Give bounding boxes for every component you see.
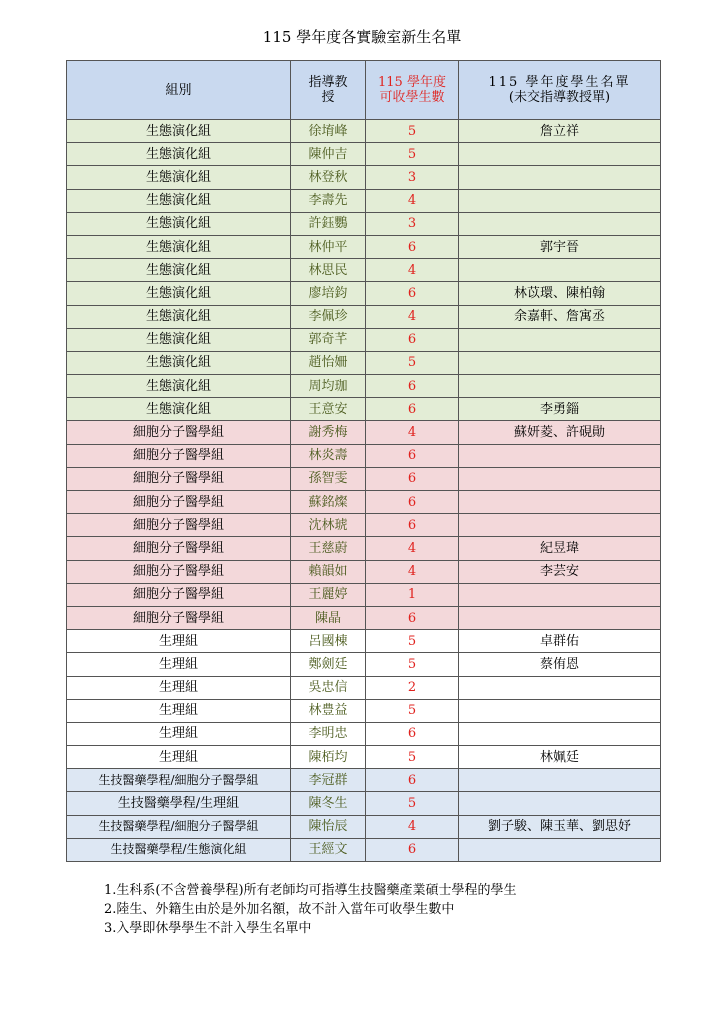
advisor-cell: 王慈蔚 (291, 537, 366, 560)
students-cell (459, 375, 661, 398)
group-cell: 生態演化組 (67, 282, 291, 305)
header-capacity (366, 61, 459, 120)
group-cell: 細胞分子醫學組 (67, 421, 291, 444)
advisor-cell: 李壽先 (291, 189, 366, 212)
advisor-cell: 趙怡姍 (291, 351, 366, 374)
group-cell: 細胞分子醫學組 (67, 491, 291, 514)
students-cell (459, 769, 661, 792)
group-cell: 生技醫藥學程/生理組 (67, 792, 291, 815)
group-cell: 細胞分子醫學組 (67, 514, 291, 537)
students-cell (459, 699, 661, 722)
advisor-cell: 林炎壽 (291, 444, 366, 467)
group-cell: 生態演化組 (67, 143, 291, 166)
advisor-cell: 賴韻如 (291, 560, 366, 583)
students-cell: 劉子駿、陳玉華、劉思妤 (459, 815, 661, 838)
capacity-cell: 5 (366, 699, 459, 722)
capacity-cell: 6 (366, 514, 459, 537)
capacity-cell: 4 (366, 189, 459, 212)
capacity-cell: 5 (366, 143, 459, 166)
capacity-cell: 4 (366, 259, 459, 282)
footnotes (104, 881, 517, 938)
students-cell: 詹立祥 (459, 120, 661, 143)
group-cell: 生態演化組 (67, 398, 291, 421)
capacity-cell: 4 (366, 305, 459, 328)
students-cell: 林姵廷 (459, 746, 661, 769)
footnote: 2.陸生、外籍生由於是外加名額，故不計入當年可收學生數中 (104, 902, 455, 917)
table-row (67, 491, 661, 514)
students-cell: 李勇錙 (459, 398, 661, 421)
header-advisor-text: 指導教授 (308, 75, 348, 105)
advisor-cell: 徐堉峰 (291, 120, 366, 143)
capacity-cell: 4 (366, 560, 459, 583)
students-cell (459, 514, 661, 537)
table-row (67, 583, 661, 606)
table-row (67, 630, 661, 653)
advisor-cell: 林思民 (291, 259, 366, 282)
students-cell: 蔡侑恩 (459, 653, 661, 676)
capacity-cell: 4 (366, 537, 459, 560)
students-cell (459, 676, 661, 699)
table-row (67, 120, 661, 143)
table-row (67, 676, 661, 699)
capacity-cell: 1 (366, 583, 459, 606)
group-cell: 生態演化組 (67, 235, 291, 258)
table-row (67, 606, 661, 629)
group-cell: 細胞分子醫學組 (67, 606, 291, 629)
group-cell: 生態演化組 (67, 212, 291, 235)
group-cell: 生態演化組 (67, 305, 291, 328)
students-cell: 余嘉軒、詹寓丞 (459, 305, 661, 328)
students-cell: 李芸安 (459, 560, 661, 583)
table-row (67, 722, 661, 745)
group-cell: 生態演化組 (67, 351, 291, 374)
table-header-row (67, 61, 661, 120)
table-row (67, 398, 661, 421)
capacity-cell: 6 (366, 375, 459, 398)
table-row (67, 235, 661, 258)
advisor-cell: 蘇銘燦 (291, 491, 366, 514)
capacity-cell: 5 (366, 653, 459, 676)
table-row (67, 328, 661, 351)
advisor-cell: 廖培鈞 (291, 282, 366, 305)
capacity-cell: 3 (366, 166, 459, 189)
advisor-cell: 林豊益 (291, 699, 366, 722)
advisor-cell: 孫智雯 (291, 467, 366, 490)
capacity-cell: 5 (366, 746, 459, 769)
table-row (67, 560, 661, 583)
students-cell (459, 606, 661, 629)
group-cell: 生技醫藥學程/生態演化組 (67, 838, 291, 861)
students-cell (459, 166, 661, 189)
header-group: 組別 (67, 61, 291, 120)
capacity-cell: 6 (366, 491, 459, 514)
group-cell: 生技醫藥學程/細胞分子醫學組 (67, 815, 291, 838)
capacity-cell: 6 (366, 467, 459, 490)
advisor-cell: 李冠群 (291, 769, 366, 792)
capacity-cell: 6 (366, 235, 459, 258)
footnote: 3.入學即休學學生不計入學生名單中 (104, 921, 312, 936)
group-cell: 細胞分子醫學組 (67, 537, 291, 560)
group-cell: 生理組 (67, 653, 291, 676)
capacity-cell: 5 (366, 630, 459, 653)
table-row (67, 305, 661, 328)
table-row (67, 212, 661, 235)
page-title: 115 學年度各實驗室新生名單 (262, 28, 462, 46)
group-cell: 生態演化組 (67, 375, 291, 398)
table-row (67, 769, 661, 792)
advisor-cell: 李明忠 (291, 722, 366, 745)
capacity-cell: 4 (366, 815, 459, 838)
group-cell: 細胞分子醫學組 (67, 444, 291, 467)
header-advisor (291, 61, 366, 120)
students-cell (459, 792, 661, 815)
table-row (67, 467, 661, 490)
table-row (67, 351, 661, 374)
advisor-cell: 鄭劍廷 (291, 653, 366, 676)
table-row (67, 699, 661, 722)
header-capacity-text: 115 學年度可收學生數 (378, 75, 446, 105)
students-cell (459, 583, 661, 606)
table-row (67, 421, 661, 444)
capacity-cell: 6 (366, 282, 459, 305)
advisor-cell: 王經文 (291, 838, 366, 861)
table-row (67, 514, 661, 537)
capacity-cell: 6 (366, 328, 459, 351)
group-cell: 細胞分子醫學組 (67, 560, 291, 583)
capacity-cell: 5 (366, 792, 459, 815)
group-cell: 生理組 (67, 699, 291, 722)
group-cell: 細胞分子醫學組 (67, 467, 291, 490)
table-row (67, 537, 661, 560)
header-names-line1: 115 學年度學生名單 (488, 75, 631, 90)
students-cell (459, 189, 661, 212)
table-row (67, 653, 661, 676)
group-cell: 生理組 (67, 722, 291, 745)
footnote: 1.生科系(不含營養學程)所有老師均可指導生技醫藥產業碩士學程的學生 (104, 883, 517, 898)
advisor-cell: 謝秀梅 (291, 421, 366, 444)
advisor-cell: 吳忠信 (291, 676, 366, 699)
students-cell (459, 143, 661, 166)
capacity-cell: 6 (366, 398, 459, 421)
group-cell: 生態演化組 (67, 328, 291, 351)
students-cell: 卓群佑 (459, 630, 661, 653)
capacity-cell: 6 (366, 444, 459, 467)
advisor-cell: 陳怡辰 (291, 815, 366, 838)
group-cell: 生理組 (67, 746, 291, 769)
students-cell: 林苡環、陳柏翰 (459, 282, 661, 305)
students-cell: 蘇妍菱、許硯勛 (459, 421, 661, 444)
advisor-cell: 許鈺鸚 (291, 212, 366, 235)
table-row (67, 282, 661, 305)
capacity-cell: 4 (366, 421, 459, 444)
table-body (67, 120, 661, 862)
students-cell (459, 467, 661, 490)
table-row (67, 838, 661, 861)
group-cell: 生態演化組 (67, 120, 291, 143)
students-cell (459, 212, 661, 235)
students-cell (459, 838, 661, 861)
advisor-cell: 林登秋 (291, 166, 366, 189)
advisor-cell: 陳仲吉 (291, 143, 366, 166)
advisor-cell: 沈林琥 (291, 514, 366, 537)
group-cell: 生態演化組 (67, 259, 291, 282)
group-cell: 生態演化組 (67, 189, 291, 212)
capacity-cell: 2 (366, 676, 459, 699)
capacity-cell: 6 (366, 722, 459, 745)
table-row (67, 746, 661, 769)
advisor-cell: 呂國棟 (291, 630, 366, 653)
students-cell: 郭宇晉 (459, 235, 661, 258)
students-cell (459, 444, 661, 467)
capacity-cell: 3 (366, 212, 459, 235)
capacity-cell: 5 (366, 120, 459, 143)
group-cell: 細胞分子醫學組 (67, 583, 291, 606)
table-row (67, 375, 661, 398)
header-names-line2: (未交指導教授單) (508, 90, 611, 105)
advisor-cell: 周均珈 (291, 375, 366, 398)
table-row (67, 444, 661, 467)
advisor-cell: 王意安 (291, 398, 366, 421)
students-cell (459, 491, 661, 514)
advisor-cell: 陳冬生 (291, 792, 366, 815)
advisor-cell: 林仲平 (291, 235, 366, 258)
table-row (67, 143, 661, 166)
table-row (67, 815, 661, 838)
capacity-cell: 6 (366, 606, 459, 629)
students-cell (459, 259, 661, 282)
student-roster-table (66, 60, 661, 862)
advisor-cell: 郭奇芊 (291, 328, 366, 351)
advisor-cell: 陳晶 (291, 606, 366, 629)
advisor-cell: 陳栢均 (291, 746, 366, 769)
group-cell: 生技醫藥學程/細胞分子醫學組 (67, 769, 291, 792)
students-cell (459, 351, 661, 374)
advisor-cell: 王麗婷 (291, 583, 366, 606)
capacity-cell: 6 (366, 838, 459, 861)
header-student-names (459, 61, 661, 120)
table-row (67, 166, 661, 189)
capacity-cell: 6 (366, 769, 459, 792)
group-cell: 生態演化組 (67, 166, 291, 189)
group-cell: 生理組 (67, 630, 291, 653)
group-cell: 生理組 (67, 676, 291, 699)
table-row (67, 189, 661, 212)
table-row (67, 259, 661, 282)
table-row (67, 792, 661, 815)
students-cell: 紀昱瑋 (459, 537, 661, 560)
students-cell (459, 722, 661, 745)
students-cell (459, 328, 661, 351)
advisor-cell: 李佩珍 (291, 305, 366, 328)
capacity-cell: 5 (366, 351, 459, 374)
